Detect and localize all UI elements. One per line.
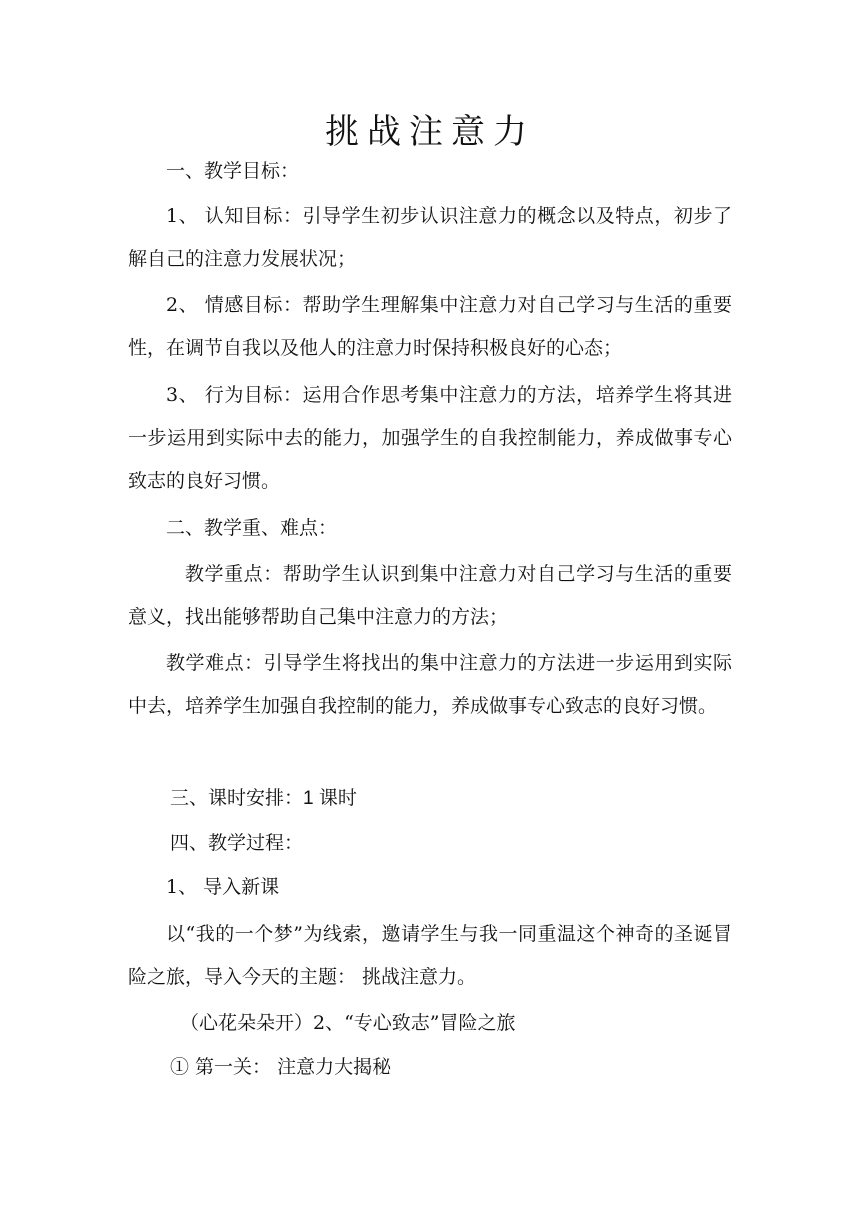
document-title: 挑战注意力 — [325, 112, 535, 152]
objectives-heading: 一、教学目标： — [166, 160, 300, 182]
objective-cognitive: 1、 认知目标：引导学生初步认识注意力的概念以及特点，初步了解自己的注意力发展状况； — [128, 205, 732, 270]
intro-paragraph: 以“我的一个梦”为线索，邀请学生与我一同重温这个神奇的圣诞冒险之旅，导入今天的主题： 挑战注意力。 — [128, 923, 732, 988]
step-intro-heading: 1、 导入新课 — [166, 876, 280, 898]
first-level-heading: ① 第一关： 注意力大揭秘 — [170, 1056, 392, 1078]
adventure-heading: （心花朵朵开）2、“专心致志”冒险之旅 — [180, 1012, 516, 1034]
key-points-heading: 二、教学重、难点： — [166, 517, 338, 539]
process-heading: 四、教学过程： — [170, 832, 304, 854]
teaching-key-point: 教学重点：帮助学生认识到集中注意力对自己学习与生活的重要意义，找出能够帮助自己集中注意力的方法； — [128, 563, 732, 628]
class-schedule: 三、课时安排：1 课时 — [170, 788, 357, 809]
objective-behavioral: 3、 行为目标：运用合作思考集中注意力的方法，培养学生将其进一步运用到实际中去的能力，加强学生的自我控制能力，养成做事专心致志的良好习惯。 — [128, 384, 732, 492]
teaching-difficulty: 教学难点：引导学生将找出的集中注意力的方法进一步运用到实际中去，培养学生加强自我控制的能力，养成做事专心致志的良好习惯。 — [128, 652, 732, 717]
objective-emotional: 2、 情感目标：帮助学生理解集中注意力对自己学习与生活的重要性，在调节自我以及他人的注意力时保持积极良好的心态； — [128, 294, 732, 359]
